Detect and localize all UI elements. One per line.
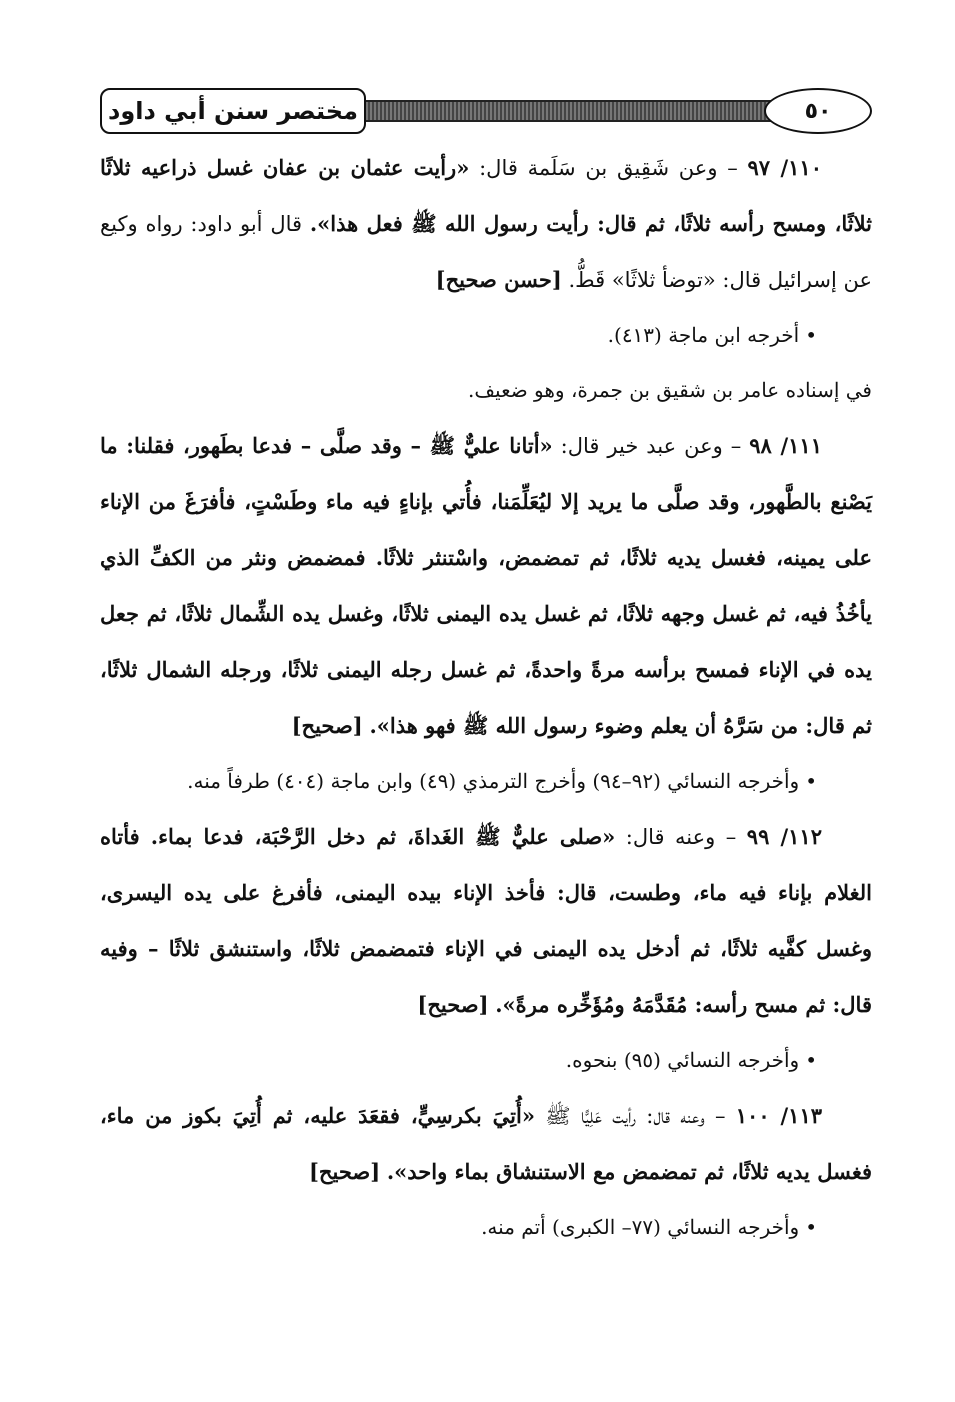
hadith-number: ١١١/ ٩٨: [749, 433, 822, 458]
header-decorative-bar: [360, 100, 772, 122]
takhrij-note: [100, 754, 872, 809]
hadith-intro: – وعن شَقِيق بن سَلَمة قال:: [479, 156, 738, 180]
hadith-grade: [صحيح]: [291, 713, 363, 738]
takhrij-note: [100, 308, 872, 363]
isnad-remark: في إسناده عامر بن شقيق بن جمرة، وهو ضعيف.: [467, 378, 872, 402]
page-content: [100, 140, 872, 1255]
hadith-grade: [صحيح]: [417, 992, 489, 1017]
takhrij-text: وأخرجه النسائي (٩٢–٩٤) وأخرج الترمذي (٤٩) وابن ماجة (٤٠٤) طرفاً منه.: [187, 769, 800, 793]
hadith-paragraph: [100, 418, 872, 754]
hadith-text: «أتانا عليٌّ ﷺ – وقد صلَّى – فدعا بطَهور، فقلنا: ما يَصْنع بالطَّهور، وقد صلَّى ما يريد إلا ليُعَلِّمَنا، فأُتي بإناءٍ فيه ماء وطَسْتٍ، فأفرَغَ من الإناء على يمينه، فغسل يديه ثلاثًا، ثم تمضمض، واسْتنثر ثلاثًا. فمضمض ونثر من الكفِّ الذي يأخُذُ فيه، ثم غسل وجهه ثلاثًا، ثم غسل يده اليمنى ثلاثًا، وغسل يده الشِّمال ثلاثًا، ثم جعل يده في الإناء فمسح برأسه مرةً واحدةً، ثم غسل رجله اليمنى ثلاثًا، ورجله الشمال ثلاثًا، ثم قال: من سَرَّهُ أن يعلم وضوء رسول الله ﷺ فهو هذا».: [100, 433, 872, 738]
hadith-intro: – وعن عبد خير قال:: [560, 434, 742, 458]
hadith-intro: – وعنه قال:: [625, 825, 737, 849]
bullet-icon: •: [805, 1048, 817, 1072]
hadith-number: ١١٠/ ٩٧: [747, 155, 822, 180]
hadith-text: «صلى عليٌّ ﷺ الغَداةَ، ثم دخل الرَّحْبَة، فدعا بماء. فأتاه الغلام بإناء فيه ماء، وطست، قال: فأخذ الإناء بيده اليمنى، فأفرغ على يده اليسرى، وغسل كفَّيه ثلاثًا، ثم أدخل يده اليمنى في الإناء فتمضمض ثلاثًا، واستنشق ثلاثًا – وفيه قال: ثم مسح رأسه: مُقَدَّمَهُ ومُؤَخِّره مرةً».: [100, 824, 872, 1017]
page-header: [100, 88, 872, 134]
book-title: مختصر سنن أبي داود: [100, 88, 366, 134]
hadith-paragraph: [100, 809, 872, 1033]
hadith-grade: [حسن صحيح]: [435, 267, 562, 292]
bullet-icon: •: [805, 1215, 817, 1239]
hadith-number: ١١٣/ ١٠٠: [735, 1103, 823, 1128]
page-number: ٥٠: [764, 88, 872, 134]
takhrij-text: أخرجه ابن ماجة (٤١٣).: [607, 323, 800, 347]
hadith-tail: قال أبو داود: رواه وكيع عن إسرائيل قال: «توضأ ثلاثًا» قَطُّ.: [100, 212, 872, 292]
hadith-intro: – وعنه قال: رأيت عَلِيًّا ﷺ: [545, 1104, 726, 1128]
hadith-grade: [صحيح]: [309, 1159, 381, 1184]
takhrij-note: [100, 1033, 872, 1088]
bullet-icon: •: [805, 323, 817, 347]
hadith-paragraph: [100, 1088, 872, 1200]
takhrij-text: وأخرجه النسائي (٩٥) بنحوه.: [565, 1048, 800, 1072]
takhrij-text: وأخرجه النسائي (٧٧– الكبرى) أتم منه.: [481, 1215, 800, 1239]
takhrij-note: [100, 1200, 872, 1255]
hadith-text: «رأيت عثمان بن عفان غسل ذراعيه ثلاثًا ثلاثًا، ومسح رأسه ثلاثًا، ثم قال: رأيت رسول الله ﷺ فعل هذا».: [100, 155, 872, 236]
bullet-icon: •: [805, 769, 817, 793]
hadith-number: ١١٢/ ٩٩: [746, 824, 822, 849]
hadith-paragraph: [100, 140, 872, 308]
hadith-text: «أُتِيَ بكرسِيٍّ، فقعَدَ عليه، ثم أُتِيَ بكوز من ماء، فغسل يديه ثلاثًا، ثم تمضمض مع الاستنشاق بماء واحد».: [100, 1103, 872, 1184]
